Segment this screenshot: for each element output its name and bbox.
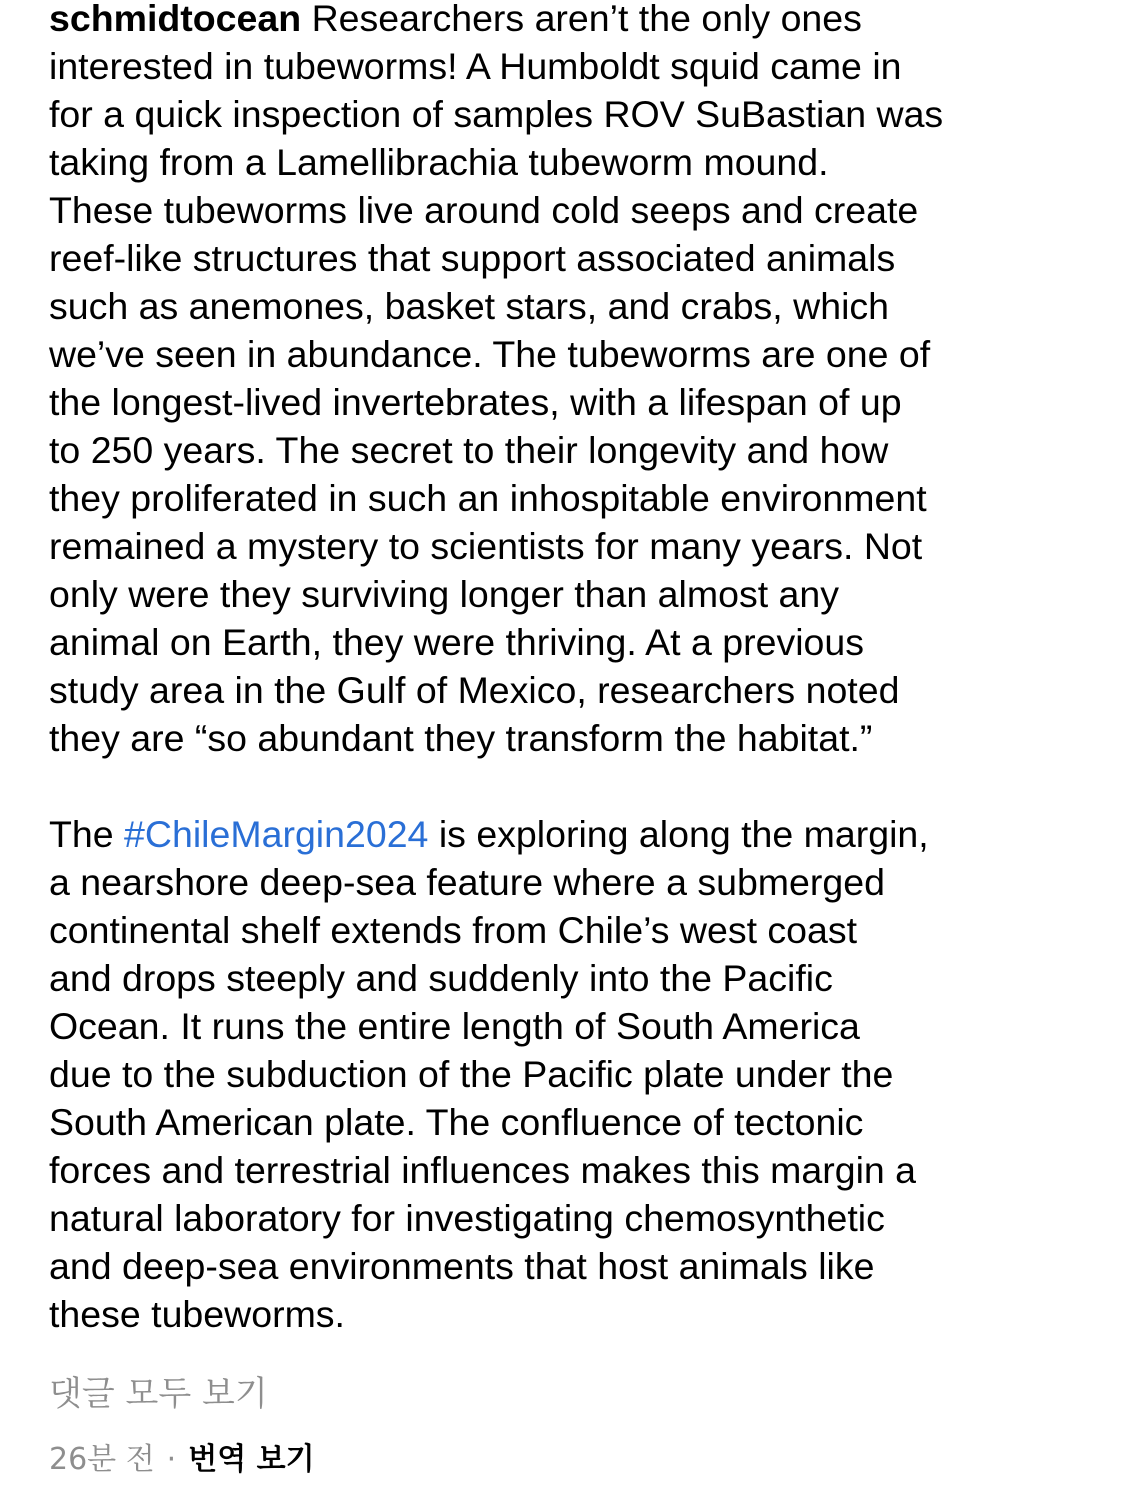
caption-line: these tubeworms. [49,1293,345,1335]
post-meta-row [49,1440,315,1480]
caption-line: they are “so abundant they transform the habitat.” [49,717,873,759]
caption-line: interested in tubeworms! A Humboldt squid came in [49,45,902,87]
paragraph-gap [49,762,1109,810]
caption-line: remained a mystery to scientists for many years. Not [49,525,923,567]
caption-paragraph-2 [49,810,1109,1338]
view-all-comments-link[interactable]: 댓글 모두 보기 [49,1374,268,1414]
caption-line: reef-like structures that support associated animals [49,237,896,279]
caption-line: South American plate. The confluence of tectonic [49,1101,864,1143]
caption-line: These tubeworms live around cold seeps and create [49,189,919,231]
caption-line: the longest-lived invertebrates, with a lifespan of up [49,381,902,423]
caption-text: Researchers aren’t the only ones [301,0,862,39]
caption-line: and deep-sea environments that host animals like [49,1245,875,1287]
caption-line: only were they surviving longer than almost any [49,573,839,615]
caption-line: such as anemones, basket stars, and crabs, which [49,285,890,327]
caption-text: is exploring along the margin, [428,813,929,855]
timestamp: 26분 전 [49,1442,155,1477]
caption-line: they proliferated in such an inhospitable environment [49,477,927,519]
caption-first-line [49,0,1109,42]
caption-line: continental shelf extends from Chile’s west coast [49,909,858,951]
caption-line: for a quick inspection of samples ROV SuBastian was [49,93,944,135]
post-caption [49,0,1109,1338]
see-translation-button[interactable]: 번역 보기 [188,1442,315,1477]
hashtag-link[interactable]: #ChileMargin2024 [124,813,429,855]
caption-line: taking from a Lamellibrachia tubeworm mound. [49,141,829,183]
caption-text: The [49,813,125,855]
caption-line: and drops steeply and suddenly into the Pacific [49,957,833,999]
username-link[interactable]: schmidtocean [49,0,302,39]
caption-line: natural laboratory for investigating chemosynthetic [49,1197,885,1239]
caption-line: forces and terrestrial influences makes this margin a [49,1149,917,1191]
separator-dot: · [166,1442,177,1477]
caption-line: due to the subduction of the Pacific plate under the [49,1053,894,1095]
caption-line: study area in the Gulf of Mexico, researchers noted [49,669,900,711]
caption-line: to 250 years. The secret to their longevity and how [49,429,889,471]
caption-line [49,810,1109,858]
caption-paragraph-1 [49,0,1109,762]
caption-line: animal on Earth, they were thriving. At a previous [49,621,865,663]
caption-line: Ocean. It runs the entire length of South America [49,1005,860,1047]
caption-line: a nearshore deep-sea feature where a submerged [49,861,885,903]
caption-line: we’ve seen in abundance. The tubeworms are one of [49,333,931,375]
